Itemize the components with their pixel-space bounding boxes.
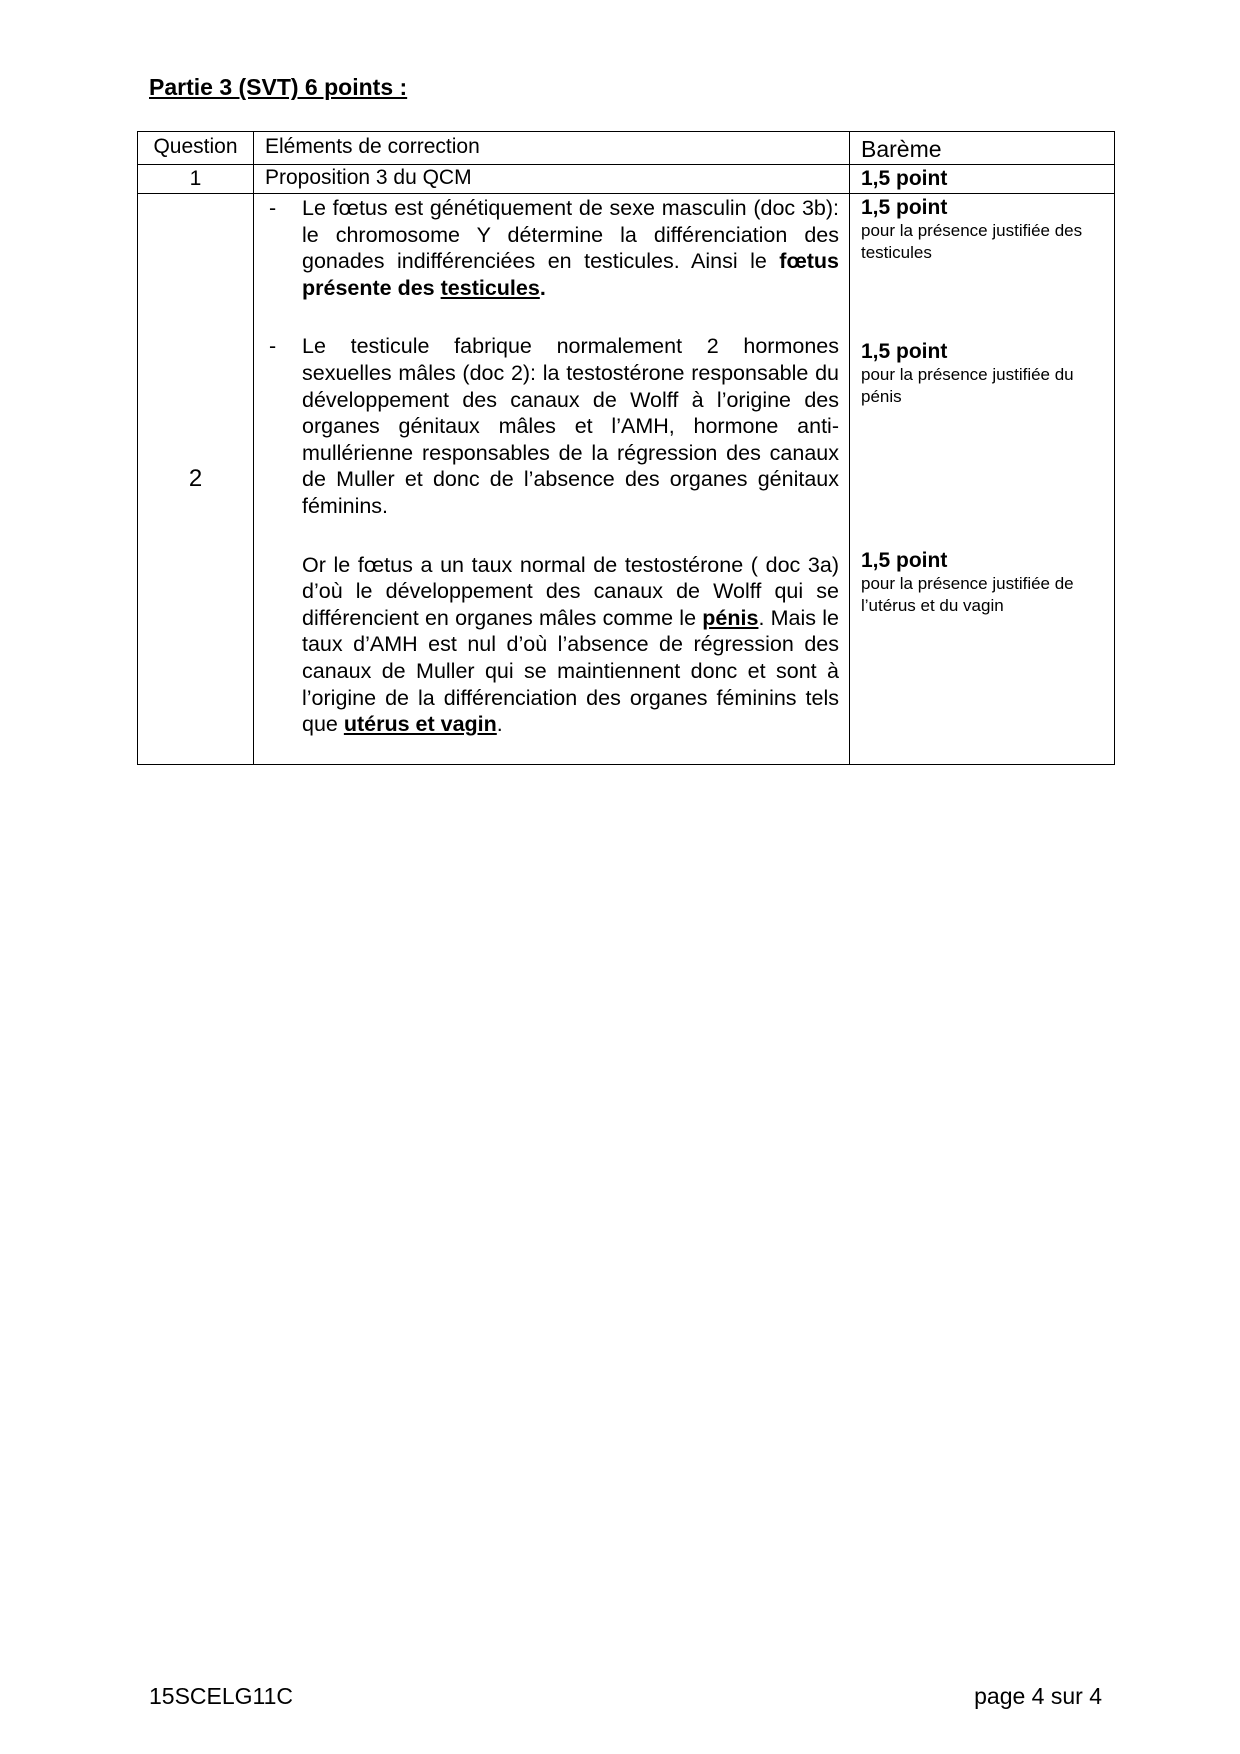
table-row xyxy=(138,165,1115,194)
points-value: 1,5 point xyxy=(861,196,948,219)
question-number: 1 xyxy=(138,165,254,194)
list-item xyxy=(264,333,839,519)
header-elements: Eléments de correction xyxy=(254,132,850,165)
bullet-dash: - xyxy=(269,196,277,220)
para-text-part: . Mais le taux d’AMH est nul d’où l’absence de régression des canaux de Muller qui se maintiennent donc et sont à l’origine de la différenciation des organes féminins tels que xyxy=(302,605,839,737)
points-value: 1,5 point xyxy=(861,167,948,190)
page-title: Partie 3 (SVT) 6 points : xyxy=(149,74,408,100)
bareme-block xyxy=(861,196,1106,264)
item-text: Le testicule fabrique normalement 2 hormones sexuelles mâles (doc 2): la testostérone responsable du développement des canaux de Wolff à l’origine des organes génitaux mâles et l’AMH, hormone anti-mullérienne responsables de la régression des canaux de Muller et donc de l’absence des organes génitaux féminins. xyxy=(302,334,839,518)
para-text-part: Or le fœtus a un taux normal de testostérone ( doc 3a) d’où le développement des canaux de Wolff qui se différencient en organes mâles comme le xyxy=(302,552,839,630)
item-text xyxy=(302,195,839,301)
correction-table xyxy=(137,131,1115,765)
para-end: . xyxy=(496,712,503,737)
item-end: . xyxy=(539,275,546,300)
list-item xyxy=(264,195,839,301)
header-question: Question xyxy=(138,132,254,165)
points-note: pour la présence justifiée des testicules xyxy=(861,221,1083,262)
points-note: pour la présence justifiée du pénis xyxy=(861,365,1074,406)
document-code: 15SCELG11C xyxy=(149,1683,294,1709)
correction-element: Proposition 3 du QCM xyxy=(254,165,850,194)
correction-content xyxy=(254,194,850,765)
bareme-block xyxy=(861,549,1106,617)
question-number: 2 xyxy=(138,194,254,765)
points-value: 1,5 point xyxy=(861,549,948,572)
bareme-cell xyxy=(850,165,1115,194)
table-header-row xyxy=(138,132,1115,165)
page-number: page 4 sur 4 xyxy=(974,1683,1102,1709)
item-bold-text: fœtus présente des xyxy=(302,249,839,300)
paragraph xyxy=(302,552,839,738)
header-bareme: Barème xyxy=(850,132,1115,165)
bullet-dash: - xyxy=(269,334,277,359)
table-row xyxy=(138,194,1115,765)
bareme-block xyxy=(861,340,1106,408)
item-text-part: Le fœtus est génétiquement de sexe masculin (doc 3b): le chromosome Y détermine la différenciation des gonades indifférenciées en testicules. Ainsi le xyxy=(302,196,839,274)
keyword-uterus-vagin: utérus et vagin xyxy=(343,712,497,737)
points-value: 1,5 point xyxy=(861,340,948,363)
keyword-testicules: testicules xyxy=(440,275,540,300)
bareme-cell xyxy=(850,194,1115,765)
keyword-penis: pénis xyxy=(702,605,759,630)
points-note: pour la présence justifiée de l’utérus et du vagin xyxy=(861,574,1074,615)
